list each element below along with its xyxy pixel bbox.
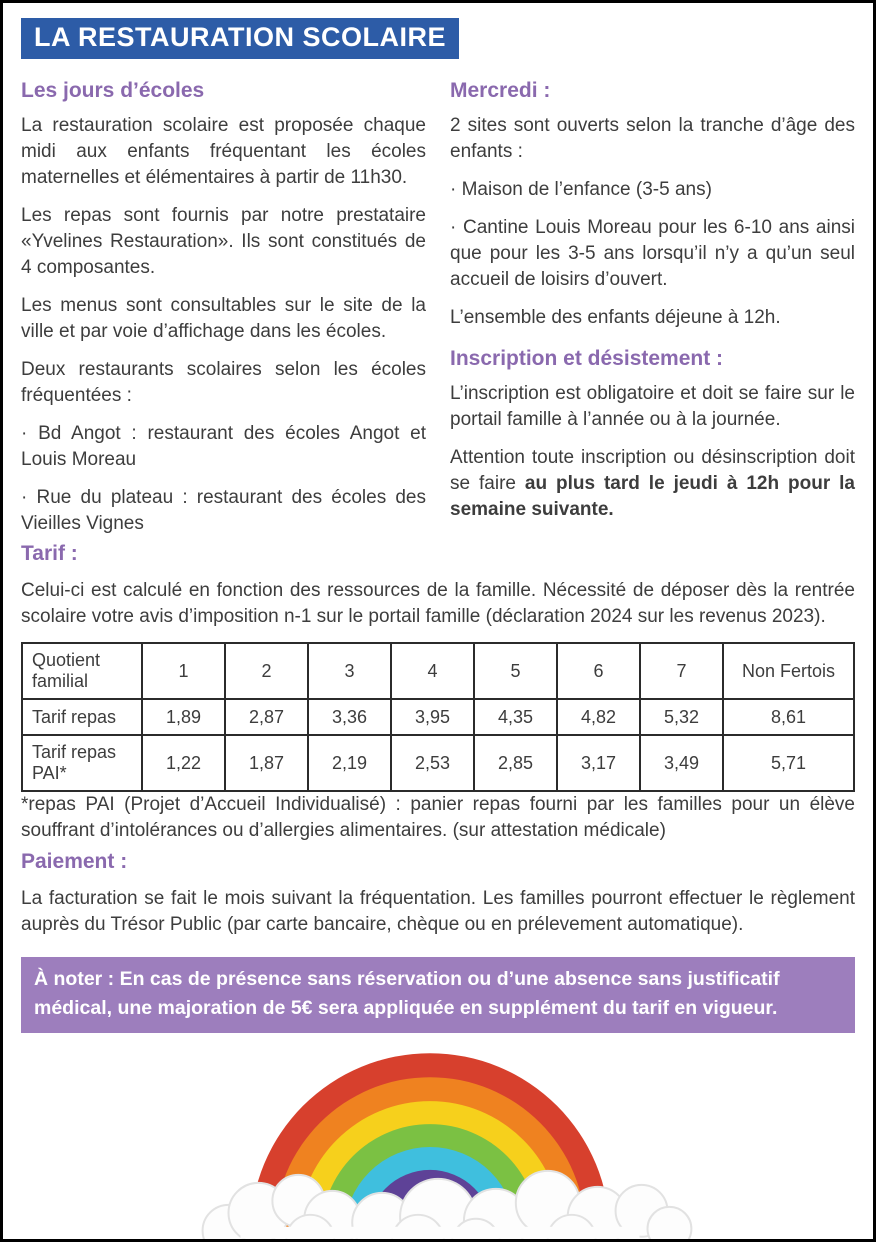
table-header-cell: 6 [557,643,640,699]
table-header-row [22,643,854,699]
section-heading-paiement: Paiement : [21,850,128,874]
paragraph-attention [450,445,855,523]
bullet-item-cantine-louis-moreau: · Cantine Louis Moreau pour les 6-10 ans ainsi que pour les 3-5 ans lorsqu’il n’y a qu’un seul accueil de loisirs d’ouvert. [450,217,855,291]
table-cell: 3,17 [557,735,640,791]
attention-text-bold: au plus tard le jeudi à 12h pour la semaine suivante. [450,473,855,521]
table-cell: 4,35 [474,699,557,735]
table-cell: 3,95 [391,699,474,735]
paragraph: La restauration scolaire est proposée chaque midi aux enfants fréquentant les écoles maternelles et élémentaires à partir de 11h30. [21,115,426,189]
table-cell: 4,82 [557,699,640,735]
paragraph: 2 sites sont ouverts selon la tranche d’âge des enfants : [450,115,855,163]
table-cell: 3,49 [640,735,723,791]
paragraph: Les repas sont fournis par notre prestataire «Yvelines Restauration». Ils sont constitués de 4 composantes. [21,205,426,279]
paragraph: Deux restaurants scolaires selon les écoles fréquentées : [21,359,426,407]
table-cell: 8,61 [723,699,854,735]
table-row-label: Tarif repas PAI* [22,735,142,791]
table-cell: 3,36 [308,699,391,735]
section-heading-tarif: Tarif : [21,542,78,566]
tarif-intro-paragraph: Celui-ci est calculé en fonction des ressources de la famille. Nécessité de déposer dès la rentrée scolaire votre avis d’imposition n-1 sur le portail famille (déclaration 2024 sur les revenus 2023). [21,580,855,628]
attention-text-normal: Attention toute inscription ou désinscription doit se faire [450,447,855,495]
table-cell: 1,87 [225,735,308,791]
table-row-tarif-repas [22,699,854,735]
table-header-cell: 7 [640,643,723,699]
table-header-cell: 3 [308,643,391,699]
page-title: LA RESTAURATION SCOLAIRE [21,18,459,59]
rainbow-illustration-container [21,1033,855,1239]
table-cell: 5,71 [723,735,854,791]
table-cell: 2,85 [474,735,557,791]
section-heading-jours-ecoles: Les jours d’écoles [21,79,205,102]
table-cell: 2,53 [391,735,474,791]
bullet-item-bd-angot: · Bd Angot : restaurant des écoles Angot et Louis Moreau [21,423,426,471]
table-header-cell: 1 [142,643,225,699]
table-row-tarif-repas-pai [22,735,854,791]
table-row-label: Tarif repas [22,699,142,735]
tarif-section [21,542,855,844]
paiement-paragraph: La facturation se fait le mois suivant la fréquentation. Les familles pourront effectuer le règlement auprès du Trésor Public (par carte bancaire, chèque ou en prélevement automatique). [21,888,855,936]
paragraph: L’ensemble des enfants déjeune à 12h. [450,307,781,329]
table-cell: 2,87 [225,699,308,735]
pai-footnote: *repas PAI (Projet d’Accueil Individualisé) : panier repas fourni par les familles pour un élève souffrant d’intolérances ou d’allergies alimentaires. (sur attestation médicale) [21,794,855,842]
table-cell: 1,89 [142,699,225,735]
table-cell: 1,22 [142,735,225,791]
two-column-section [21,79,855,535]
section-heading-inscription: Inscription et désistement : [450,347,724,371]
right-column [450,79,855,528]
table-header-cell: Quotient familial [22,643,142,699]
table-header-cell: 2 [225,643,308,699]
table-header-cell: 4 [391,643,474,699]
rainbow-clouds-image [21,1033,855,1239]
paragraph: L’inscription est obligatoire et doit se faire sur le portail famille à l’année ou à la journée. [450,383,855,431]
paragraph: Les menus sont consultables sur le site de la ville et par voie d’affichage dans les écoles. [21,295,426,343]
table-cell: 5,32 [640,699,723,735]
tarif-table [21,642,855,792]
paiement-section [21,850,855,938]
table-header-cell: 5 [474,643,557,699]
bullet-item-maison-enfance: · Maison de l’enfance (3-5 ans) [450,179,712,201]
table-cell: 2,19 [308,735,391,791]
left-column [21,79,426,535]
table-header-cell: Non Fertois [723,643,854,699]
bullet-item-rue-du-plateau: · Rue du plateau : restaurant des écoles des Vieilles Vignes [21,487,426,535]
section-heading-mercredi: Mercredi : [450,79,551,102]
note-text: À noter : En cas de présence sans réservation ou d’une absence sans justificatif médical, une majoration de 5€ sera appliquée en supplément du tarif en vigueur. [34,967,780,1019]
note-highlight-box [21,957,855,1034]
